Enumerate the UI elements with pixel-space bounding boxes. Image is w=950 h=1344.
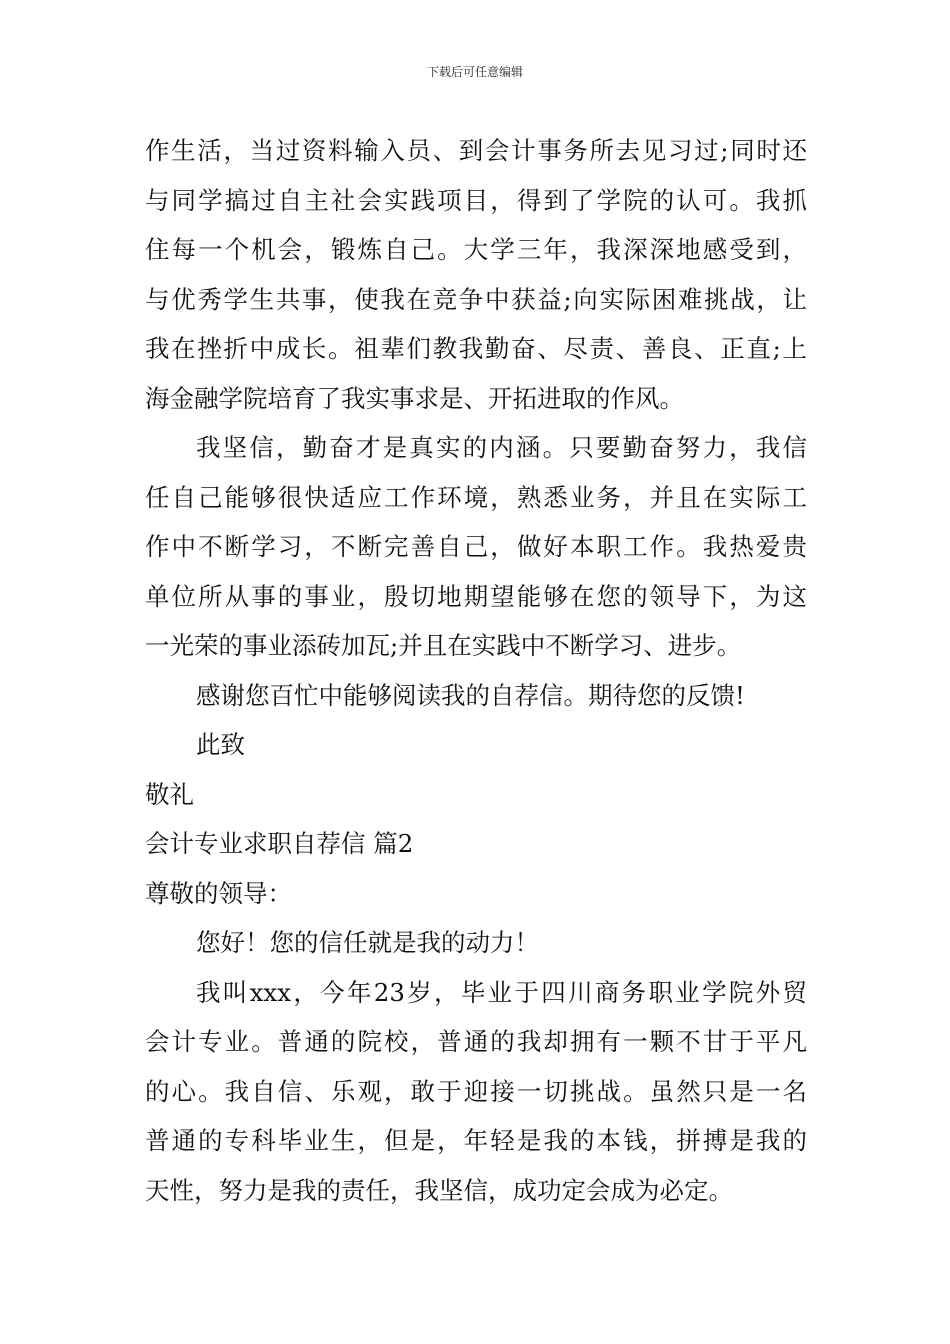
body-line-19: 会计专业。普通的院校，普通的我却拥有一颗不甘于平凡 (145, 1027, 807, 1056)
closing-regards: 敬礼 (145, 779, 194, 809)
closing-thanks: 感谢您百忙中能够阅读我的自荐信。期待您的反馈! (196, 680, 745, 710)
closing-salutation: 此致 (196, 730, 245, 759)
body-line-18: 我叫xxx，今年23岁，毕业于四川商务职业学院外贸 (196, 977, 807, 1007)
body-line-4: 与优秀学生共事，使我在竞争中获益;向实际困难挑战，让 (145, 284, 807, 314)
letter-greeting: 尊敬的领导： (145, 878, 292, 908)
body-line-9: 作中不断学习，不断完善自己，做好本职工作。我热爱贵 (145, 532, 807, 561)
body-line-21: 普通的专科毕业生，但是，年轻是我的本钱，拼搏是我的 (145, 1126, 807, 1155)
page-header-note: 下载后可任意编辑 (426, 65, 523, 79)
body-line-1: 作生活，当过资料输入员、到会计事务所去见习过;同时还 (145, 136, 807, 165)
body-line-8: 任自己能够很快适应工作环境，熟悉业务，并且在实际工 (145, 482, 807, 512)
greeting-line: 您好！您的信任就是我的动力！ (196, 928, 539, 957)
body-line-11: 一光荣的事业添砖加瓦;并且在实践中不断学习、进步。 (145, 631, 742, 660)
body-line-6: 海金融学院培育了我实事求是、开拓进取的作风。 (145, 383, 684, 413)
section-title: 会计专业求职自荐信 篇2 (145, 829, 414, 858)
body-line-10: 单位所从事的事业，殷切地期望能够在您的领导下，为这 (145, 581, 807, 611)
letter-body (145, 126, 807, 1215)
body-line-3: 住每一个机会，锻炼自己。大学三年，我深深地感受到， (145, 235, 807, 264)
body-line-2: 与同学搞过自主社会实践项目，得到了学院的认可。我抓 (145, 185, 807, 215)
body-line-7: 我坚信，勤奋才是真实的内涵。只要勤奋努力，我信 (196, 433, 807, 462)
body-line-20: 的心。我自信、乐观，敢于迎接一切挑战。虽然只是一名 (145, 1076, 807, 1106)
body-line-5: 我在挫折中成长。祖辈们教我勤奋、尽责、善良、正直;上 (145, 334, 807, 363)
body-line-22: 天性，努力是我的责任，我坚信，成功定会成为必定。 (145, 1175, 733, 1205)
